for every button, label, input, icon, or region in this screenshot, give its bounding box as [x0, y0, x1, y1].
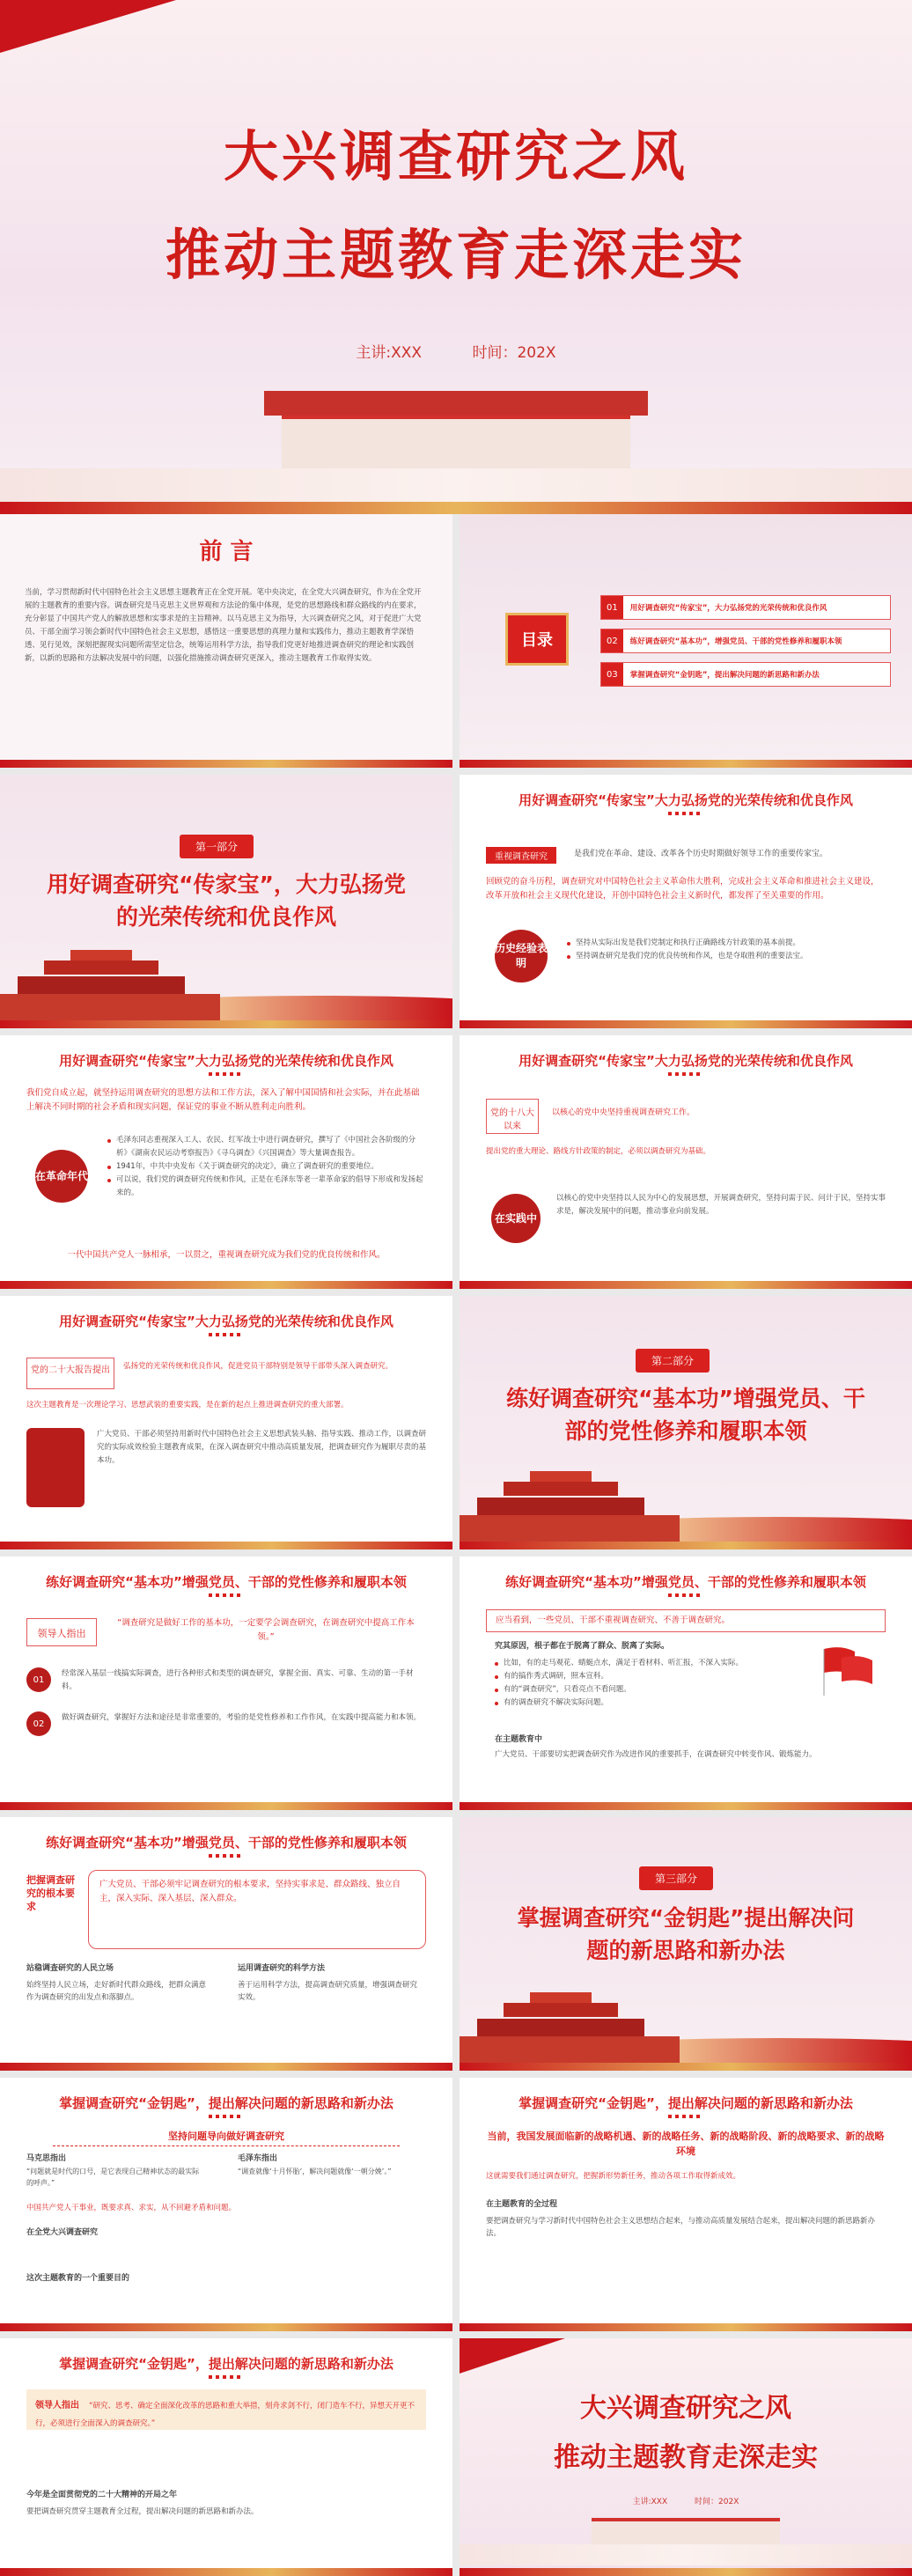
content-slide-7 — [0, 1296, 452, 1549]
slide-footer-ribbon — [0, 1802, 452, 1810]
end-speaker: 主讲:XXX — [632, 2498, 668, 2506]
label-box: 党的十八大以来 — [486, 1099, 539, 1134]
quote-box — [26, 2389, 426, 2430]
toc-item-number: 03 — [601, 663, 623, 686]
head-text: 当前，我国发展面临新的战略机遇、新的战略任务、新的战略阶段、新的战略要求、新的战略环境 — [487, 2131, 885, 2157]
content-slide-9 — [0, 1557, 452, 1810]
slide-footer-ribbon — [0, 1281, 452, 1289]
toc-item-text: 用好调查研究“传家宝”，大力弘扬党的光荣传统和优良作风 — [629, 604, 827, 613]
circle-badge: 在实践中 — [491, 1194, 541, 1243]
red-paragraph: 这次主题教育是一次理论学习、思想武装的重要实践，是在新的起点上推进调查研究的重大部署。 — [26, 1401, 349, 1409]
bullet-item: 坚持调查研究是我们党的优良传统和作风，也是夺取胜利的重要法宝。 — [567, 950, 886, 963]
slide-heading: 掌握调查研究“金钥匙”，提出解决问题的新思路和新办法 — [59, 2356, 393, 2372]
toc-item-number: 01 — [601, 596, 623, 619]
part3-slide — [460, 1817, 912, 2071]
slide-footer-ribbon — [460, 2323, 912, 2331]
body-text: 要把调查研究与学习新时代中国特色社会主义思想结合起来，与推动高质量发展结合起来，提出解决问题的新思路新办法。 — [486, 2217, 876, 2238]
toc-item[interactable] — [600, 662, 891, 687]
slide-footer-ribbon — [460, 1542, 912, 1549]
great-hall-illustration — [460, 2513, 912, 2565]
slide-footer-ribbon — [0, 1020, 452, 1028]
slide-footer-ribbon — [460, 1020, 912, 1028]
part3-tag: 第三部分 — [639, 1866, 713, 1890]
cover-title-line1: 大兴调查研究之风 — [223, 124, 688, 188]
quote-text: 一代中国共产党人一脉相承，一以贯之，重视调查研究成为我们党的优良传统和作风。 — [67, 1250, 386, 1260]
sub-heading: 今年是全面贯彻党的二十大精神的开局之年 — [26, 2491, 178, 2499]
toc-item-number: 02 — [601, 629, 623, 652]
head-text: 坚持问题导向做好调查研究 — [53, 2129, 400, 2146]
part1-slide — [0, 775, 452, 1028]
bullet-item: 可以说，我们党的调查研究传统和作风，正是在毛泽东等老一辈革命家的倡导下形成和发扬起来的。 — [107, 1174, 426, 1200]
cover-meta — [0, 340, 912, 362]
content-slide-13 — [0, 2078, 452, 2331]
col1-title: 站稳调查研究的人民立场 — [26, 1964, 114, 1973]
cover-title-line2: 推动主题教育走深走实 — [165, 223, 747, 287]
slide-heading: 练好调查研究“基本功”增强党员、干部的党性修养和履职本领 — [505, 1574, 866, 1590]
toc-slide — [460, 514, 912, 768]
slide-footer-ribbon — [0, 760, 452, 768]
cover-speaker: 主讲:XXX — [356, 344, 423, 362]
content-slide-15 — [0, 2338, 452, 2576]
red-paragraph: 回顾党的奋斗历程，调查研究对中国特色社会主义革命伟大胜利，完成社会主义革命和推进社会主义建设，改革开放和社会主义现代化建设，开创中国特色社会主义新时代，都发挥了至关重要的作用。 — [486, 877, 879, 901]
toc-item[interactable] — [600, 629, 891, 653]
label-box: 领导人指出 — [26, 1618, 97, 1646]
slide-heading: 练好调查研究“基本功”增强党员、干部的党性修养和履职本领 — [46, 1835, 407, 1851]
toc-list — [600, 595, 891, 696]
body-text: 广大党员、干部要切实把调查研究作为改进作风的重要抓手，在调查研究中转变作风、锻炼能力。 — [495, 1750, 817, 1759]
highlight-box: 广大党员、干部必须牢记调查研究的根本要求，坚持实事求是、群众路线、独立自主，深入实际、深入基层、深入群众。 — [88, 1870, 426, 1949]
sub1: 在全党大兴调查研究 — [26, 2228, 99, 2237]
lead-text: 弘扬党的光荣传统和优良作风，促进党员干部特别是领导干部带头深入调查研究。 — [123, 1362, 393, 1371]
circle-badge: 历史经验表明 — [495, 930, 548, 983]
label-box: 党的二十大报告提出 — [26, 1358, 114, 1389]
content-slide-4 — [460, 775, 912, 1028]
slide-heading: 用好调查研究“传家宝”大力弘扬党的光荣传统和优良作风 — [59, 1314, 393, 1329]
content-slide-5 — [0, 1035, 452, 1289]
part1-tag: 第一部分 — [180, 835, 254, 858]
item-number-badge: 02 — [26, 1711, 51, 1736]
content-slide-14 — [460, 2078, 912, 2331]
cover-time: 时间：202X — [472, 344, 556, 362]
head-box: 应当看到，一些党员、干部不重视调查研究、不善于调查研究。 — [486, 1609, 886, 1632]
label2: 毛泽东指出 — [238, 2154, 278, 2163]
content-slide-10 — [460, 1557, 912, 1810]
part2-tag: 第二部分 — [636, 1349, 710, 1373]
slide-footer-ribbon — [460, 1281, 912, 1289]
slide-footer-ribbon — [0, 2568, 452, 2576]
body-text: 以核心的党中央坚持以人民为中心的发展思想，开展调查研究，坚持问需于民、问计于民，坚持实事求是，解决发展中的问题，推动事业向前发展。 — [556, 1194, 886, 1216]
end-meta — [460, 2495, 912, 2506]
end-slide — [460, 2338, 912, 2576]
body-text: 广大党员、干部必须坚持用新时代中国特色社会主义思想武装头脑、指导实践、推动工作，以调查研究的实际成效检验主题教育成果，在深入调查研究中推动高质量发展，把调查研究作为履职尽责的基本功。 — [97, 1430, 427, 1465]
red-paragraph: 这就需要我们通过调查研究，把握新形势新任务，推动各项工作取得新成效。 — [486, 2172, 741, 2181]
numbered-item — [26, 1667, 426, 1694]
red-paragraph: 提出党的重大理论、路线方针政策的制定，必须以调查研究为基础。 — [486, 1147, 711, 1156]
cover-ribbon — [0, 502, 912, 514]
sub-heading: 在主题教育中 — [495, 1735, 543, 1744]
body-text: 要把调查研究贯穿主题教育全过程，提出解决问题的新思路和新办法。 — [26, 2507, 259, 2516]
quote-text: “调查研究是做好工作的基本功，一定要学会调查研究，在调查研究中提高工作本领。” — [117, 1618, 415, 1642]
red-paragraph: 中国共产党人干事业，既要求真、求实，从不回避矛盾和问题。 — [26, 2204, 237, 2212]
circle-badge: 在革命年代 — [35, 1150, 88, 1203]
text1: “问题就是时代的口号，是它表现自己精神状态的最实际的呼声。” — [26, 2168, 200, 2187]
flag-icon — [815, 1645, 877, 1689]
label-text: 把握调查研究的根本要求 — [26, 1874, 75, 1912]
end-title-line1: 大兴调查研究之风 — [580, 2393, 791, 2424]
slide-heading: 用好调查研究“传家宝”大力弘扬党的光荣传统和优良作风 — [519, 792, 853, 808]
slide-heading: 掌握调查研究“金钥匙”，提出解决问题的新思路和新办法 — [59, 2095, 393, 2111]
content-slide-11 — [0, 1817, 452, 2071]
bullet-item: 比如，有的走马观花、蜻蜓点水，满足于看材料、听汇报，不深入实际。 — [495, 1657, 806, 1670]
tiananmen-illustration — [460, 1984, 680, 2063]
flag-corner-decoration — [460, 2338, 565, 2374]
slide-footer-ribbon — [460, 2568, 912, 2576]
numbered-item — [26, 1711, 426, 1736]
content-slide-6 — [460, 1035, 912, 1289]
part1-title: 用好调查研究“传家宝”，大力弘扬党的光荣传统和优良作风 — [47, 872, 406, 930]
toc-item-text: 练好调查研究“基本功”，增强党员、干部的党性修养和履职本领 — [629, 637, 842, 646]
cover-slide — [0, 0, 912, 514]
preface-body: 当前，学习贯彻新时代中国特色社会主义思想主题教育正在全党开展。笔中央决定，在全党大兴调查研究，作为在全党开展的主题教育的重要内容。调查研究是马克思主义世界观和方法论的集中体现，是党的思想路线和群众路线的内在要求，充分彰显了中国共产党人的解放思想和实事求是的主旨精神。以马克思主义为指导，大兴调查研究之风，对于促进广大党员、干部全面学习领会新时代中国特色社会主义思想，感悟这一重要思想的真理力量和实践伟力，推动主题教育学深悟透、见行见效，深刻把握现实问题所需坚定信念，统筹运用科学方法，指导我们党更好地推进调查研究的理论和实践创新，以新的思路和方法解决发展中的问题，以强化措施推动调查研究更深入，推动主题教育工作取得实效。 — [25, 588, 422, 663]
part2-slide — [460, 1296, 912, 1549]
quote-text: “研究、思考、确定全面深化改革的思路和重大举措，刻舟求剑不行，闭门造车不行，异想天开更不行，必须进行全面深入的调查研究。” — [35, 2402, 416, 2428]
numbered-list — [26, 1667, 426, 1754]
intro-text: 究其原因，根子都在于脱离了群众、脱离了实际。 — [495, 1642, 670, 1651]
bullet-item: 有的搞作秀式调研，照本宣科。 — [495, 1670, 806, 1683]
bullet-list — [107, 1134, 426, 1200]
end-title-line2: 推动主题教育走深走实 — [554, 2442, 818, 2473]
label-pill: 重视调查研究 — [486, 847, 556, 864]
preface-title: 前 言 — [199, 539, 254, 565]
slide-footer-ribbon — [460, 760, 912, 768]
tiananmen-illustration — [0, 941, 220, 1020]
toc-item-text: 掌握调查研究“金钥匙”，提出解决问题的新思路和新办法 — [629, 671, 820, 680]
slide-heading: 掌握调查研究“金钥匙”，提出解决问题的新思路和新办法 — [519, 2095, 853, 2111]
bullet-item: 毛泽东同志重视深入工人、农民、红军战士中进行调查研究，撰写了《中国社会各阶级的分析》《湖南农民运动考察报告》《寻乌调查》《兴国调查》等大量调查报告。 — [107, 1134, 426, 1160]
col2-title: 运用调查研究的科学方法 — [238, 1964, 326, 1973]
bullet-item: 1941年，中共中央发布《关于调查研究的决定》，确立了调查研究的重要地位。 — [107, 1160, 426, 1174]
toc-item[interactable] — [600, 595, 891, 620]
preface-slide — [0, 514, 452, 768]
item-number-badge: 01 — [26, 1667, 51, 1692]
label1: 马克思指出 — [26, 2154, 67, 2163]
toc-label: 目录 — [505, 613, 569, 666]
sub-text: 以核心的党中央坚持重视调查研究工作。 — [552, 1108, 695, 1117]
bullet-list — [567, 937, 886, 963]
item-text: 经常深入基层一线搞实际调查，进行各种形式和类型的调查研究，掌握全面、真实、可靠、生动的第一手材料。 — [62, 1669, 414, 1691]
bullet-item: 有的调查研究不解决实际问题。 — [495, 1696, 806, 1710]
slide-heading: 练好调查研究“基本功”增强党员、干部的党性修养和履职本领 — [46, 1574, 407, 1590]
sub-heading: 在主题教育的全过程 — [486, 2200, 558, 2209]
bullet-item: 坚持从实际出发是我们党制定和执行正确路线方针政策的基本前提。 — [567, 937, 886, 950]
item-text: 做好调查研究，掌握好方法和途径是非常重要的，考验的是党性修养和工作作风，在实践中提高能力和本领。 — [62, 1713, 422, 1722]
bullet-item: 有的“调查研究”，只看亮点不看问题。 — [495, 1683, 806, 1696]
slide-footer-ribbon — [460, 1802, 912, 1810]
col2-text: 善于运用科学方法，提高调查研究质量，增强调查研究实效。 — [238, 1981, 418, 2002]
part3-title: 掌握调查研究“金钥匙”提出解决问题的新思路和新办法 — [517, 1905, 855, 1963]
slide-heading: 用好调查研究“传家宝”大力弘扬党的光荣传统和优良作风 — [519, 1053, 853, 1069]
end-time: 时间：202X — [695, 2498, 739, 2506]
sub2: 这次主题教育的一个重要目的 — [26, 2274, 130, 2283]
part2-title: 练好调查研究“基本功”增强党员、干部的党性修养和履职本领 — [506, 1386, 865, 1444]
bullet-list — [495, 1657, 806, 1710]
red-paragraph: 我们党自成立起，就坚持运用调查研究的思想方法和工作方法，深入了解中国国情和社会实际，并在此基础上解决不同时期的社会矛盾和现实问题，保证党的事业不断从胜利走向胜利。 — [26, 1088, 420, 1112]
great-hall-illustration — [0, 380, 912, 504]
photo-placeholder — [26, 1428, 85, 1507]
slide-footer-ribbon — [460, 2063, 912, 2071]
slide-heading: 用好调查研究“传家宝”大力弘扬党的光荣传统和优良作风 — [59, 1053, 393, 1069]
slide-footer-ribbon — [0, 2063, 452, 2071]
lead-text: 是我们党在革命、建设、改革各个历史时期做好领导工作的重要传家宝。 — [574, 850, 828, 858]
flag-corner-decoration — [0, 0, 176, 53]
slide-footer-ribbon — [0, 1542, 452, 1549]
label-text: 领导人指出 — [35, 2401, 79, 2410]
tiananmen-illustration — [460, 1462, 680, 1542]
text2: “调查就像‘十月怀胎’，解决问题就像‘一朝分娩’。” — [238, 2168, 392, 2175]
col1-text: 始终坚持人民立场，走好新时代群众路线，把群众满意作为调查研究的出发点和落脚点。 — [26, 1981, 207, 2002]
slide-footer-ribbon — [0, 2323, 452, 2331]
